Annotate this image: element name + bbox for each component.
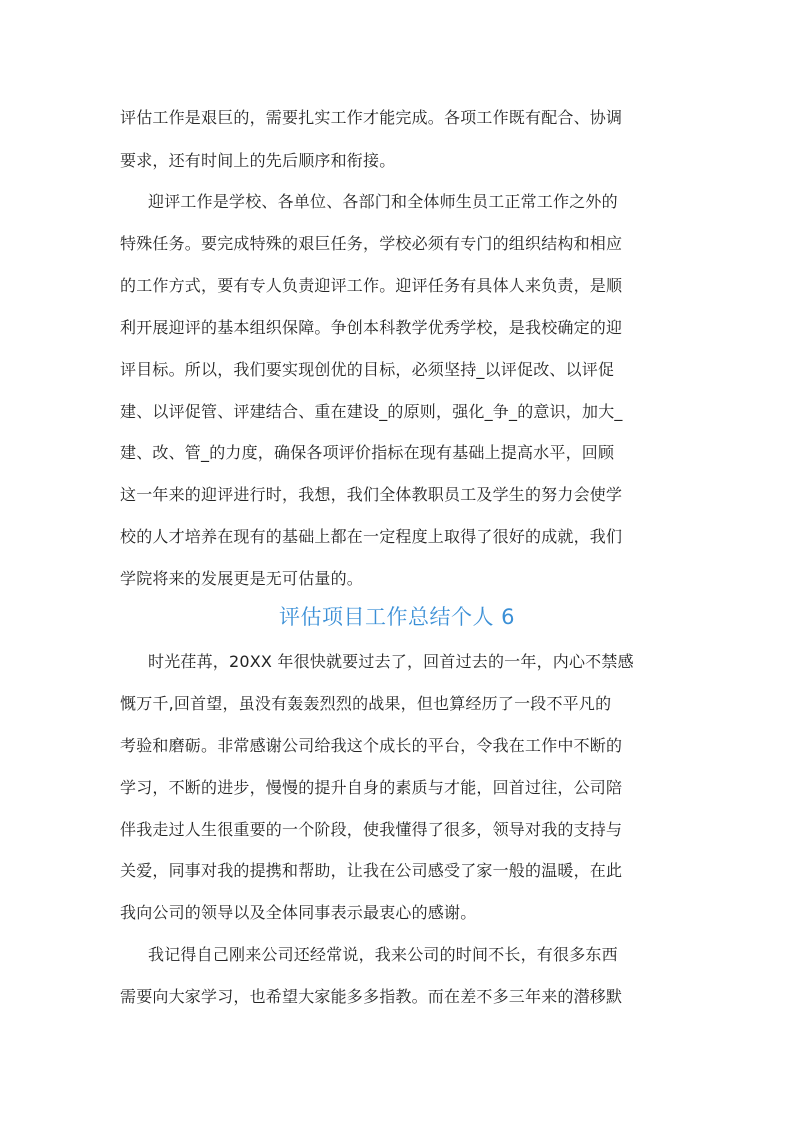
paragraph-3-line-6: 关爱，同事对我的提携和帮助，让我在公司感受了家一般的温暖，在此 <box>120 861 623 880</box>
paragraph-2-line-10: 学院将来的发展更是无可估量的。 <box>120 569 364 588</box>
section-heading: 评估项目工作总结个人 6 <box>278 605 516 629</box>
paragraph-3-line-4: 学习，不断的进步，慢慢的提升自身的素质与才能，回首过往，公司陪 <box>120 778 623 797</box>
paragraph-2-line-8: 这一年来的迎评进行时，我想，我们全体教职员工及学生的努力会使学 <box>120 485 623 504</box>
paragraph-2-line-7: 建、改、管_的力度，确保各项评价指标在现有基础上提高水平，回顾 <box>120 443 615 462</box>
paragraph-1-line-2: 要求，还有时间上的先后顺序和衔接。 <box>120 151 396 170</box>
paragraph-3-line-1: 时光荏苒，20XX 年很快就要过去了，回首过去的一年，内心不禁感 <box>148 652 634 671</box>
paragraph-3-line-3: 考验和磨砺。非常感谢公司给我这个成长的平台，令我在工作中不断的 <box>120 736 623 755</box>
paragraph-2-line-6: 建、以评促管、评建结合、重在建设_的原则，强化_争_的意识，加大_ <box>120 402 623 421</box>
paragraph-3-line-7: 我向公司的领导以及全体同事表示最衷心的感谢。 <box>120 903 477 922</box>
paragraph-4-line-1: 我记得自己刚来公司还经常说，我来公司的时间不长，有很多东西 <box>148 945 618 964</box>
paragraph-1-line-1: 评估工作是艰巨的，需要扎实工作才能完成。各项工作既有配合、协调 <box>120 108 623 127</box>
paragraph-3-line-5: 伴我走过人生很重要的一个阶段，使我懂得了很多，领导对我的支持与 <box>120 820 623 839</box>
paragraph-3-line-2: 慨万千,回首望，虽没有轰轰烈烈的战果，但也算经历了一段不平凡的 <box>120 694 612 713</box>
paragraph-2-line-3: 的工作方式，要有专人负责迎评工作。迎评任务有具体人来负责，是顺 <box>120 276 623 295</box>
paragraph-2-line-1: 迎评工作是学校、各单位、各部门和全体师生员工正常工作之外的 <box>148 192 618 211</box>
paragraph-2-line-9: 校的人才培养在现有的基础上都在一定程度上取得了很好的成就，我们 <box>120 527 623 546</box>
paragraph-2-line-2: 特殊任务。要完成特殊的艰巨任务，学校必须有专门的组织结构和相应 <box>120 234 623 253</box>
paragraph-2-line-4: 利开展迎评的基本组织保障。争创本科教学优秀学校，是我校确定的迎 <box>120 318 623 337</box>
paragraph-4-line-2: 需要向大家学习，也希望大家能多多指教。而在差不多三年来的潜移默 <box>120 987 623 1006</box>
paragraph-2-line-5: 评目标。所以，我们要实现创优的目标，必须坚持_以评促改、以评促 <box>120 360 615 379</box>
